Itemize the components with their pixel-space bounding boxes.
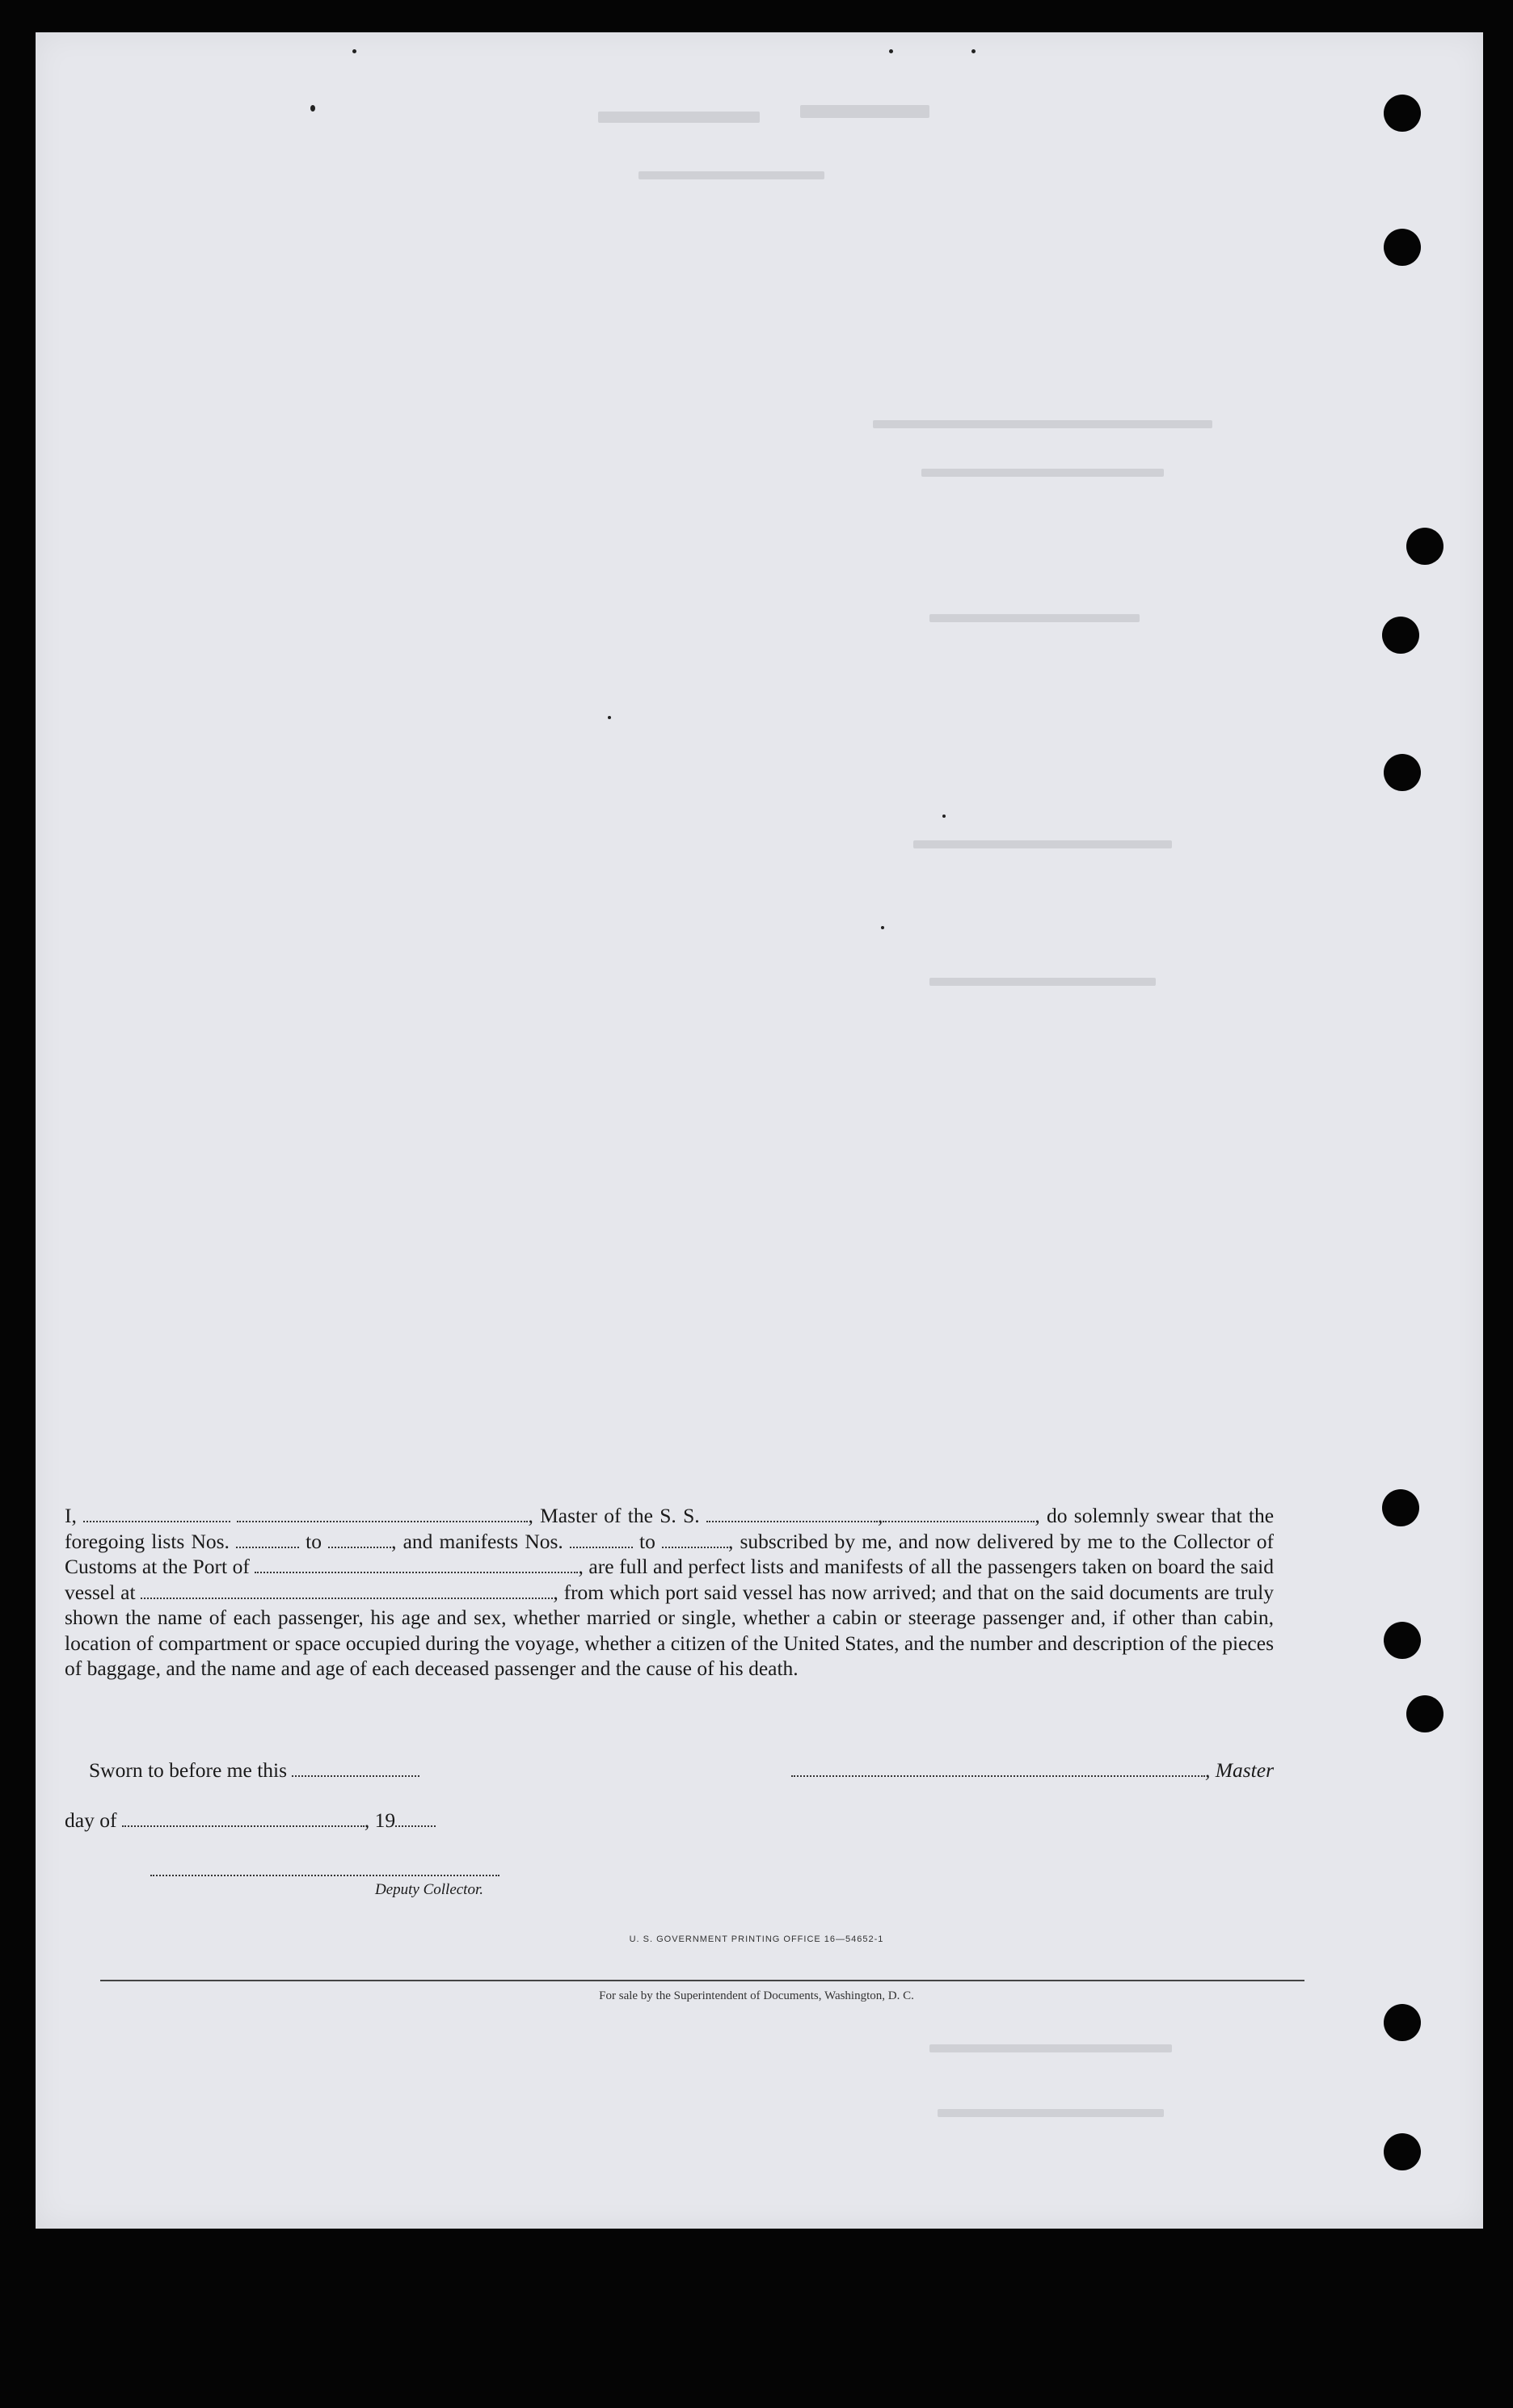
punch-hole bbox=[1406, 528, 1443, 565]
blank-master-name-2[interactable] bbox=[237, 1505, 528, 1522]
blank-list-to[interactable] bbox=[328, 1530, 391, 1548]
sworn-left bbox=[89, 1758, 419, 1783]
oath-text: , do solemnly swear that the foregoing lists Nos. bbox=[65, 1504, 1275, 1553]
bleed-through bbox=[921, 469, 1164, 477]
sworn-label: Sworn to before me this bbox=[89, 1758, 288, 1782]
speck bbox=[971, 49, 976, 53]
oath-text: I, bbox=[65, 1504, 77, 1527]
year-prefix: , 19 bbox=[364, 1808, 396, 1832]
blank-manifest-from[interactable] bbox=[570, 1530, 633, 1548]
blank-manifest-to[interactable] bbox=[662, 1530, 728, 1548]
printing-office-imprint: U. S. GOVERNMENT PRINTING OFFICE 16—54652-1 bbox=[629, 1934, 884, 1944]
master-label: , Master bbox=[1205, 1758, 1274, 1782]
footer-rule bbox=[100, 1980, 1304, 1981]
punch-hole bbox=[1384, 1622, 1421, 1659]
punch-hole bbox=[1406, 1695, 1443, 1732]
oath-text: , subscribed by me, and now delivered by me to the Collector of Customs at the Port of bbox=[65, 1529, 1275, 1578]
speck bbox=[608, 716, 611, 719]
punch-hole bbox=[1384, 229, 1421, 266]
oath-text: to bbox=[306, 1529, 322, 1553]
sale-notice: For sale by the Superintendent of Documents, Washington, D. C. bbox=[599, 1989, 914, 2002]
bleed-through bbox=[929, 2044, 1172, 2052]
punch-hole bbox=[1384, 754, 1421, 791]
oath-text: , and manifests Nos. bbox=[391, 1529, 563, 1553]
sworn-row bbox=[89, 1758, 1274, 1784]
punch-hole bbox=[1384, 2133, 1421, 2170]
day-row bbox=[65, 1808, 436, 1833]
oath-text: , Master of the S. S. bbox=[528, 1504, 700, 1527]
deputy-signature-line[interactable] bbox=[150, 1875, 499, 1876]
bleed-through bbox=[800, 105, 929, 118]
bleed-through bbox=[873, 420, 1212, 428]
blank-master-signature[interactable] bbox=[791, 1759, 1205, 1777]
blank-month[interactable] bbox=[122, 1809, 365, 1827]
blank-year[interactable] bbox=[395, 1809, 436, 1827]
bleed-through bbox=[638, 171, 824, 179]
speck bbox=[310, 105, 315, 112]
speck bbox=[352, 49, 356, 53]
blank-port[interactable] bbox=[255, 1556, 578, 1573]
form-sheet bbox=[36, 32, 1483, 2229]
speck bbox=[889, 49, 893, 53]
deputy-collector-label: Deputy Collector. bbox=[374, 1881, 483, 1898]
master-signature bbox=[791, 1758, 1274, 1783]
speck bbox=[942, 815, 946, 818]
blank-sworn-day[interactable] bbox=[292, 1759, 419, 1777]
blank-departure-port[interactable] bbox=[141, 1581, 553, 1599]
blank-list-from[interactable] bbox=[236, 1530, 299, 1548]
blank-vessel-name-2[interactable] bbox=[883, 1505, 1035, 1522]
bleed-through bbox=[929, 978, 1156, 986]
blank-vessel-name-1[interactable] bbox=[706, 1505, 878, 1522]
bleed-through bbox=[598, 112, 760, 123]
punch-hole bbox=[1384, 95, 1421, 132]
punch-hole bbox=[1382, 617, 1419, 654]
oath-text: to bbox=[639, 1529, 655, 1553]
oath-text: , are full and perfect lists and manifests of all the passengers taken on board the said vessel at bbox=[65, 1555, 1275, 1604]
master-oath: I, , Master of the S. S. , , do solemnly swear that the foregoing lists Nos. to , and manifests Nos. to , subscribed by me, and now delivered by me to the Collector of Customs at the Port of , are full and perfect lists and manifests of all the passengers taken on board the said vessel at , from which port said vessel has now arrived; and that on the said documents are truly shown the name of each passenger, his age and sex, whether married or single, whether a cabin or steerage passenger and, if other than cabin, location of compartment or space occupied during the voyage, whether a citizen of the United States, and the number and description of the pieces of baggage, and the name and age of each deceased passenger and the cause of his death. bbox=[65, 1504, 1275, 1680]
speck bbox=[881, 926, 884, 929]
bleed-through bbox=[913, 840, 1172, 848]
day-of-label: day of bbox=[65, 1808, 117, 1832]
bleed-through bbox=[938, 2109, 1164, 2117]
punch-hole bbox=[1384, 2004, 1421, 2041]
oath-text: , from which port said vessel has now arrived; and that on the said documents are truly shown the name of each passenger, his age and sex, whether married or single, whether a cabin or steerage passenger and, if other than cabin, location of compartment or space occupied during the voyage, whether a citizen of the United States, and the number and description of the pieces of baggage, and the name and age of each deceased passenger and the cause of his death. bbox=[65, 1580, 1274, 1680]
bleed-through bbox=[929, 614, 1140, 622]
blank-master-name-1[interactable] bbox=[83, 1505, 230, 1522]
punch-hole bbox=[1382, 1489, 1419, 1526]
